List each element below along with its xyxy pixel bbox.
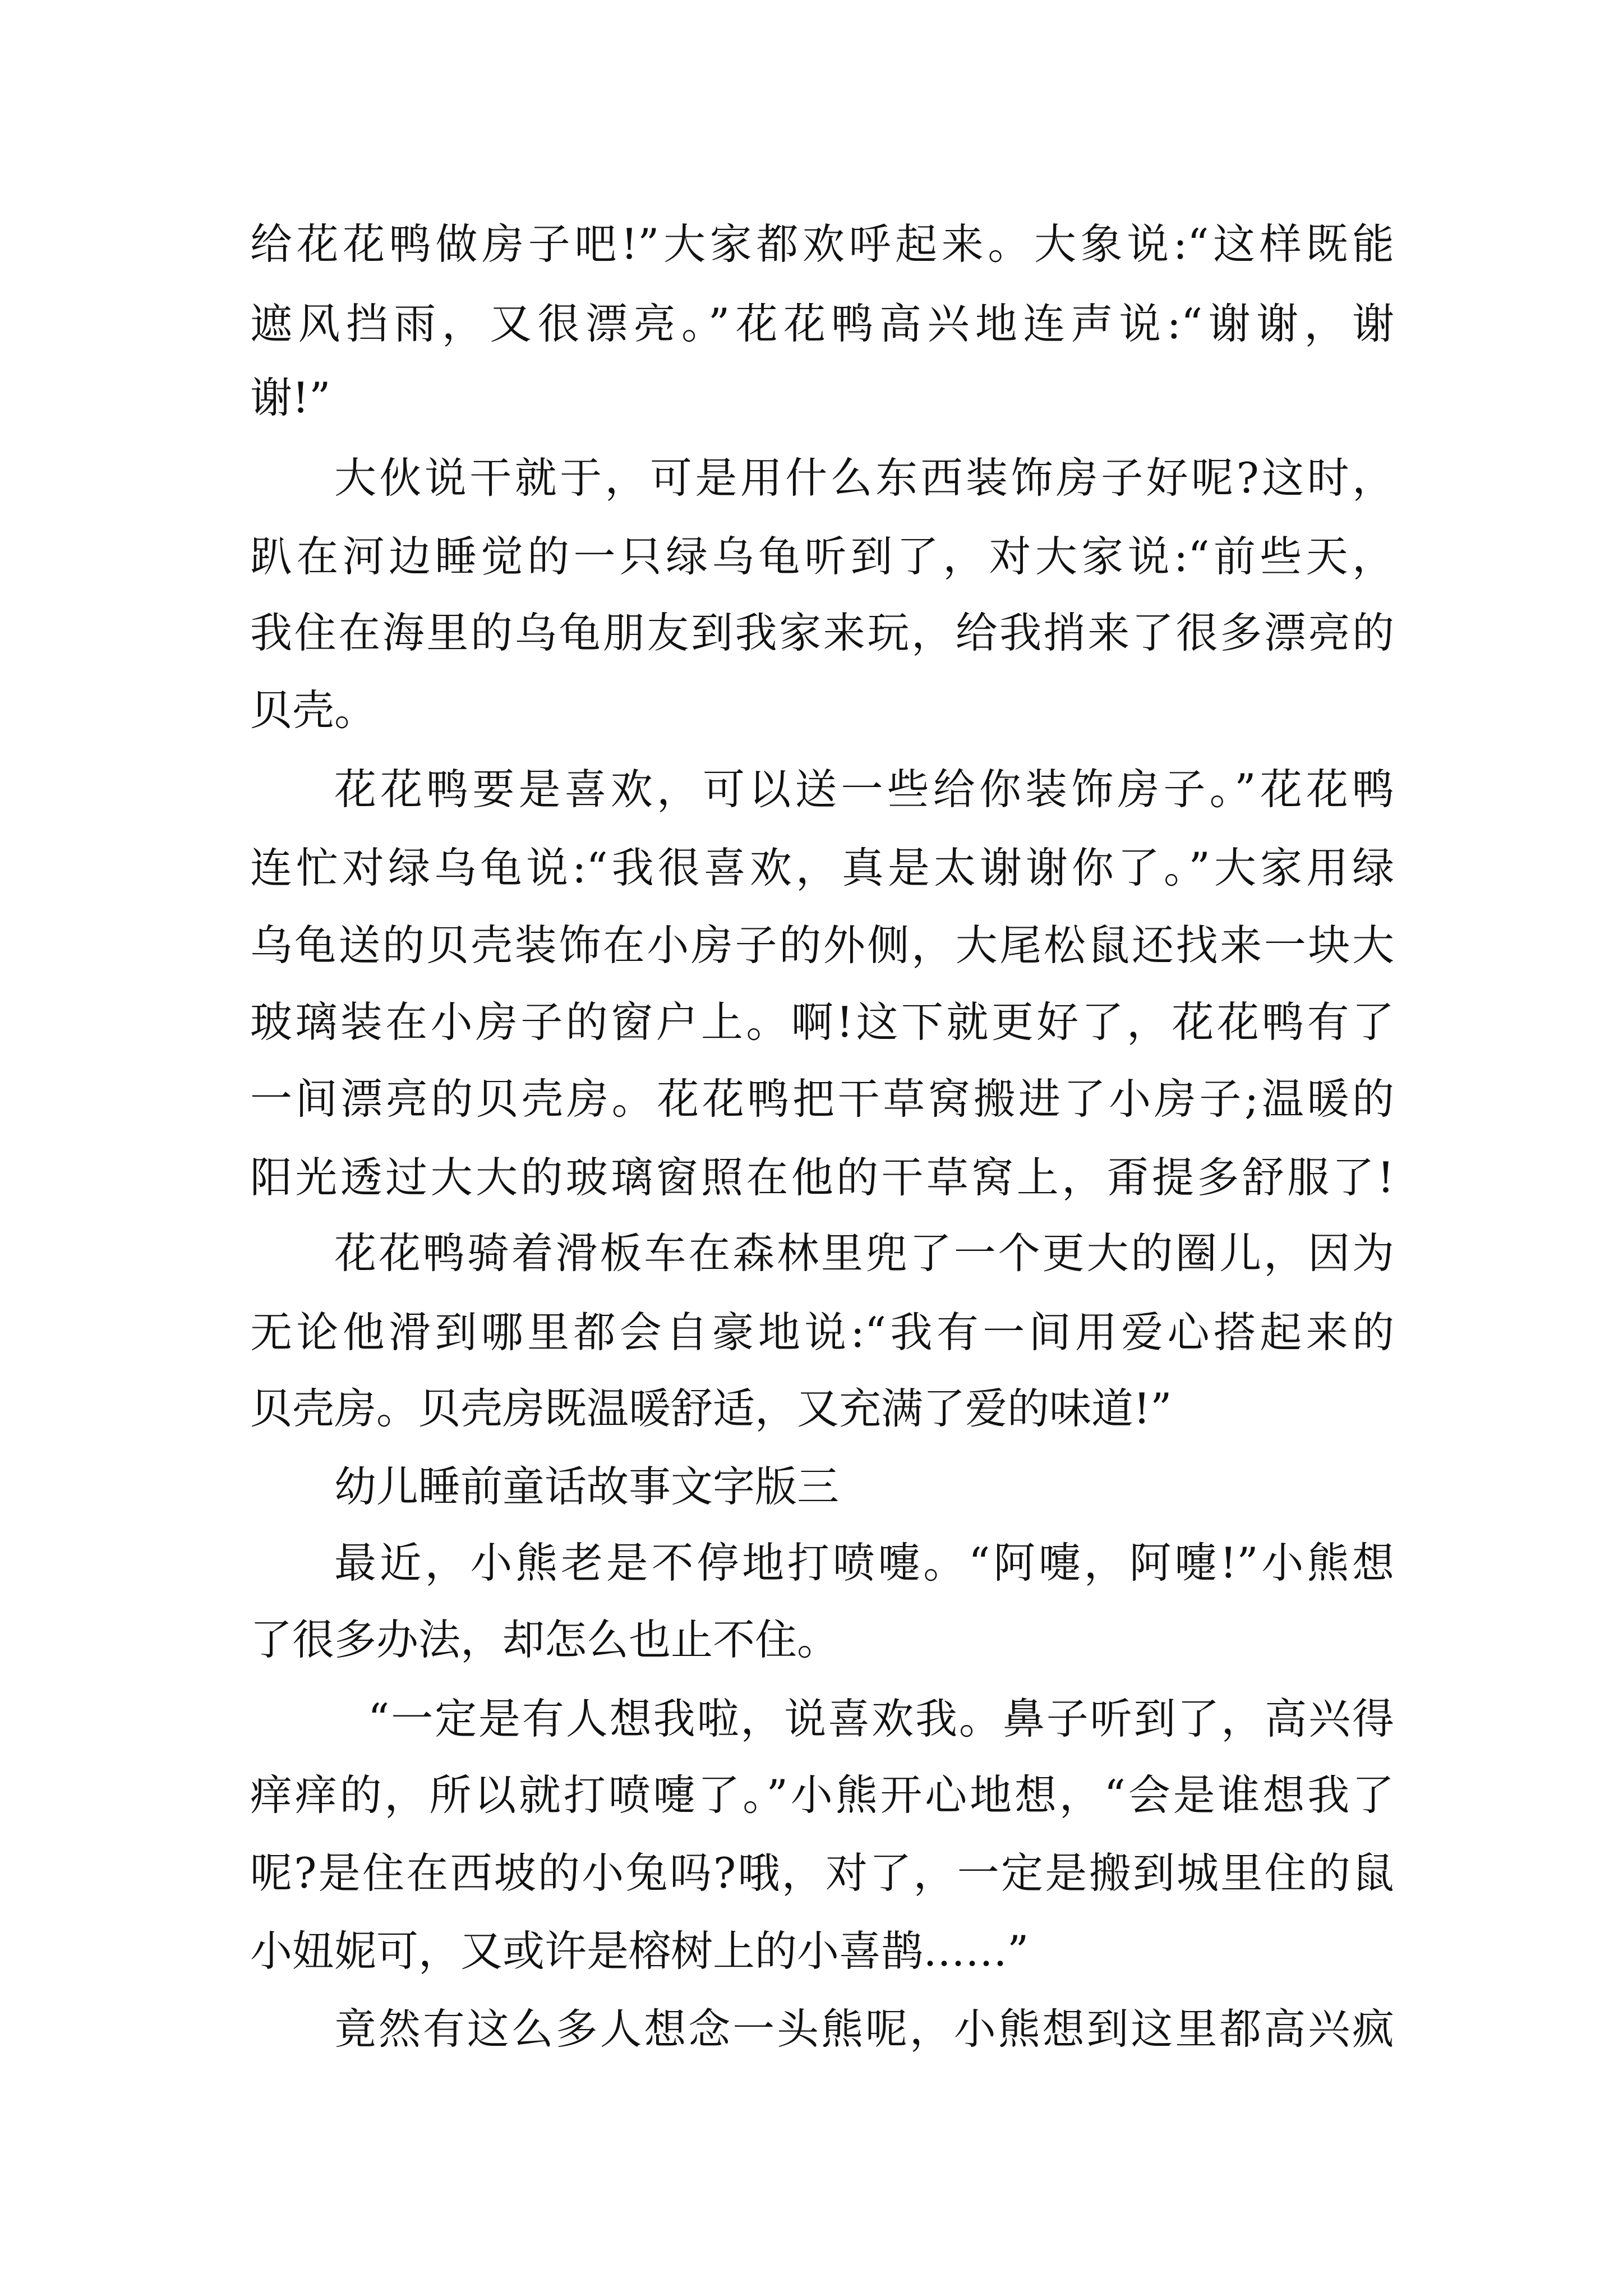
- text-line: 大伙说干就于，可是用什么东西装饰房子好呢?这时，: [334, 453, 1394, 503]
- text-line: 花花鸭骑着滑板车在森林里兜了一个更大的圈儿，因为: [334, 1228, 1394, 1278]
- text-line: 连忙对绿乌龟说:“我很喜欢，真是太谢谢你了。”大家用绿: [250, 843, 1394, 892]
- text-line: 遮风挡雨，又很漂亮。”花花鸭高兴地连声说:“谢谢，谢: [250, 299, 1394, 348]
- text-line: 最近，小熊老是不停地打喷嚏。“阿嚏，阿嚏!”小熊想: [334, 1538, 1394, 1588]
- text-line: “一定是有人想我啦，说喜欢我。鼻子听到了，高兴得: [368, 1694, 1394, 1743]
- text-line: 了很多办法，却怎么也止不住。: [250, 1615, 840, 1664]
- text-line: 给花花鸭做房子吧!”大家都欢呼起来。大象说:“这样既能: [250, 219, 1394, 269]
- text-line: 玻璃装在小房子的窗户上。啊!这下就更好了，花花鸭有了: [250, 997, 1394, 1047]
- text-line: 一间漂亮的贝壳房。花花鸭把干草窝搬进了小房子;温暖的: [250, 1074, 1394, 1124]
- text-line: 花花鸭要是喜欢，可以送一些给你装饰房子。”花花鸭: [334, 765, 1394, 814]
- text-line: 竟然有这么多人想念一头熊呢，小熊想到这里都高兴疯: [334, 2004, 1394, 2054]
- text-line: 贝壳。: [250, 685, 377, 735]
- text-line: 无论他滑到哪里都会自豪地说:“我有一间用爱心搭起来的: [250, 1308, 1394, 1357]
- text-line: 小妞妮可，又或许是榕树上的小喜鹊……”: [250, 1926, 1029, 1976]
- text-line: 趴在河边睡觉的一只绿乌龟听到了，对大家说:“前些天，: [250, 532, 1394, 581]
- section-heading: 幼儿睡前童话故事文字版三: [334, 1462, 840, 1511]
- text-line: 我住在海里的乌龟朋友到我家来玩，给我捎来了很多漂亮的: [250, 608, 1394, 657]
- text-line: 阳光透过大大的玻璃窗照在他的干草窝上，甭提多舒服了!: [250, 1153, 1394, 1202]
- text-line: 痒痒的，所以就打喷嚏了。”小熊开心地想，“会是谁想我了: [250, 1770, 1394, 1820]
- text-line: 谢!”: [250, 373, 331, 422]
- text-line: 乌龟送的贝壳装饰在小房子的外侧，大尾松鼠还找来一块大: [250, 921, 1394, 970]
- text-line: 呢?是住在西坡的小兔吗?哦，对了，一定是搬到城里住的鼠: [250, 1848, 1394, 1898]
- text-line: 贝壳房。贝壳房既温暖舒适，又充满了爱的味道!”: [250, 1384, 1172, 1433]
